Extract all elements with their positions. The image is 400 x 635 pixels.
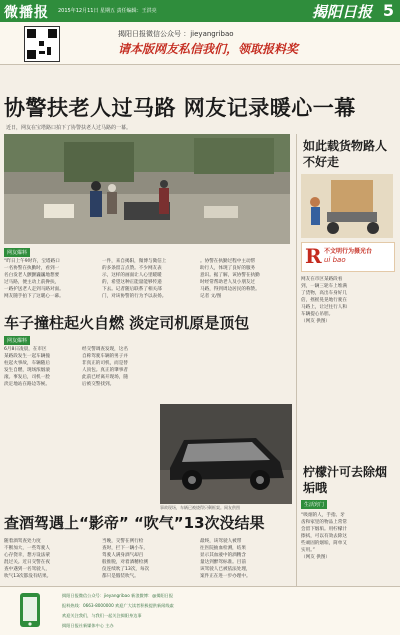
masthead [0, 0, 400, 22]
newspaper-brand: 揭阳日报 [311, 3, 372, 21]
lead-body: “昨日上午9时许，宝塔路口 一名协警在执勤时，看到一 名白发老人颤颤巍巍地想要 过马路，便主动上前搀扶， 一路护送老人走到马路对面。 网友随手拍下了这暖心一幕。 一件，来自揭阳，微博与微信上 的多条留言点赞。不少网友表 示，这样的画面让人心里暖暖 的，希望这种正能量能够传递 下去。记者随后联系了相关部 门，对该协警的行为予以表扬。 。协警在执勤过程中主动帮 助行人，体现了良好的服务 意识。据了解，该协警在执勤 时经常帮助老人及小朋友过 马路，得到周边居民的称赞。 记者 文/图 [4, 259, 260, 299]
wechat-reward-slogan: 请本版网友私信我们，领取报料奖 [118, 42, 299, 56]
story2-tag: 网友爆料 [4, 336, 30, 345]
footer-line-2: 报料热线：0663-8000000 欢迎广大读者积极提供新闻线索 [62, 603, 174, 608]
page-number: 5 [382, 1, 394, 20]
footer-line-3: 欢迎关注我们，与我们一起关注揭阳身边事 [62, 613, 142, 618]
lead-headline: 协警扶老人过马路 网友记录暖心一幕 [4, 96, 356, 120]
footer-line-4: 揭阳日报社新媒体中心 主办 [62, 623, 114, 628]
right-story2-body: “吸烟的人，手指、牙 齿和家里的物品上常常 会留下烟垢。用柠檬汁 擦拭，可以有效去除这 些顽固的烟垢，简单又 实用。” （网友 供图） [301, 513, 347, 560]
story3-body: 随着酒驾查处力度 不断加大，一些驾驶人 心存侥幸，想方设法蒙 混过关。近日交警在夜 查中遇到一名驾驶人， 吹气13次都没有结果。 当晚，交警在例行检 查时，拦下一辆小车， 驾驶人满身酒气却百 般推脱，对着酒精检测 仪连续吹了13次，每次 都只是假装吹气。 最终，该驾驶人被带 往医院抽血检测，结果 显示其血液中的酒精含 量达到醉驾标准。目前 该驾驶人已被依法处理， 案件正在进一步办理中。 [4, 539, 251, 579]
banner-title: 不文明行为摄光台 [324, 248, 373, 255]
right-story2-title: 柠檬汁可去除烟垢哦 [303, 465, 388, 495]
banner-letter: R [305, 244, 322, 268]
section-title: 微播报 [4, 5, 49, 21]
right-story1-body: 网友在市区某路段看 到，一辆三轮车上堆满 了货物，高出车身好几 倍，摇摇晃晃地行驶在 马路上，让过往行人和 车辆提心吊胆。 （网友 供图） [301, 277, 347, 324]
right-story2-tag: 生活窍门 [301, 500, 327, 509]
story2-body: 6月8日凌晨，在市区 某路段发生一起车辆撞 柱起火事故，车辆随后 发生自燃，现场浓烟滚 滚。事发后，司机一脸 淡定地站在路边等候。 经交警调查发现，这名 自称驾驶车辆的男子并 非真正的司机，而是替 人顶包。真正的肇事者 此前已经离开现场，随 后被交警找到。 [4, 347, 128, 387]
story2-headline: 车子撞柱起火自燃 淡定司机原是顶包 [4, 314, 250, 332]
column-banner [301, 242, 395, 272]
lead-photo [4, 134, 290, 244]
right-column [296, 134, 397, 586]
lead-tag: 网友爆料 [4, 248, 30, 257]
issue-date: 2015年12月11日 星期五 责任编辑：王洪亮 [58, 8, 157, 14]
qr-code-icon [24, 26, 60, 62]
footer-line-1: 揭阳日报微信公众号：jieyangribao 新浪微博：@揭阳日报 [62, 593, 174, 598]
phone-icon [8, 591, 52, 629]
cargo-tricycle-illustration [301, 174, 393, 238]
story3-headline: 查酒驾遇上“影帝” “吹气”13次没结果 [4, 514, 265, 532]
lead-subline: 近日，网友在宝塔路口拍下了协警扶老人过马路的一幕。 [6, 125, 132, 131]
burned-car-photo [160, 404, 292, 504]
footer [0, 586, 400, 635]
banner-pinyin: ui bao [324, 256, 346, 264]
car-photo-caption: 事故现场，车辆已被烧得只剩框架。网友供图 [160, 505, 240, 510]
wechat-account: 揭阳日报微信公众号 ：jieyangribao [118, 30, 234, 38]
right-story1-title: 如此载货物路人不好走 [303, 139, 388, 169]
